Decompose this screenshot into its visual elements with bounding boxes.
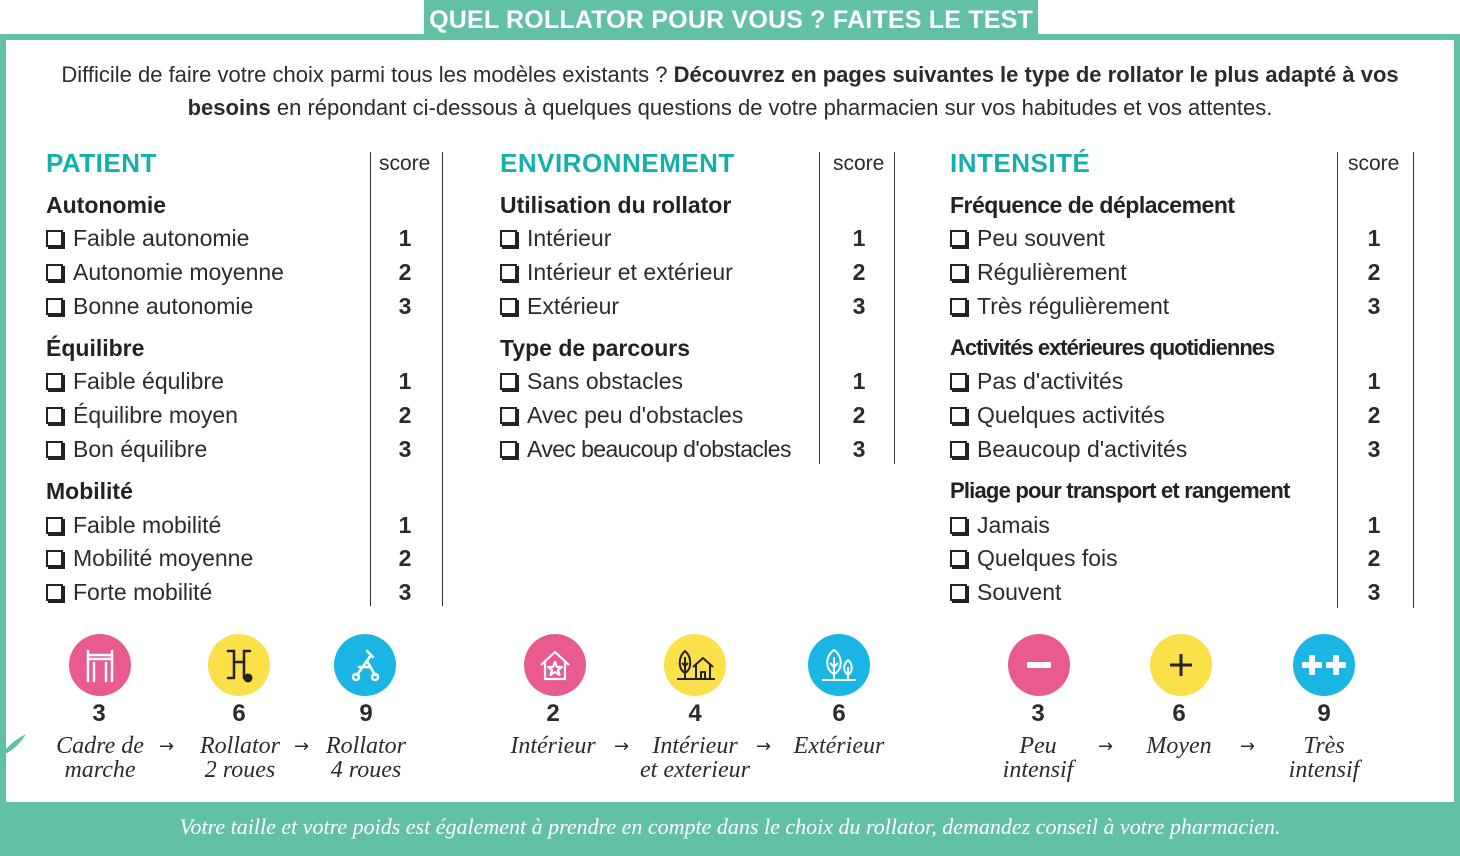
option-item[interactable]: Sans obstacles [500,368,683,395]
plus-icon [1150,634,1212,696]
option-score: 1 [852,225,866,251]
divider [442,152,443,606]
result-label: Rollator 2 roues [199,733,280,783]
checkbox-icon[interactable] [46,264,63,281]
arrow-icon: → [294,736,310,757]
result-score: 6 [832,700,846,727]
result-score: 2 [546,700,560,727]
checkbox-icon[interactable] [950,407,967,424]
option-item[interactable]: Avec beaucoup d'obstacles [500,436,791,463]
checkbox-icon[interactable] [46,407,63,424]
option-item[interactable]: Forte mobilité [46,579,212,606]
checkbox-icon[interactable] [46,230,63,247]
group-title: Type de parcours [500,335,691,361]
group-title: Fréquence de déplacement [950,192,1235,218]
result-score: 6 [1172,700,1186,727]
option-score: 3 [398,579,412,605]
result-label: Très intensif [1288,733,1360,783]
checkbox-icon[interactable] [950,230,967,247]
checkbox-icon[interactable] [500,407,517,424]
leaf-decoration-icon [0,734,26,756]
group-title: Pliage pour transport et rangement [950,478,1290,503]
patient-column [46,148,446,608]
double-plus-icon [1293,634,1355,696]
four-wheel-rollator-icon [334,634,396,696]
result-label: Intérieur et exterieur [640,733,750,783]
group-title: Équilibre [46,335,145,361]
result-label: Intérieur [510,733,596,759]
intro-text [60,58,1400,124]
arrow-icon: → [1240,736,1256,757]
option-score: 1 [1367,368,1381,394]
option-score: 3 [398,436,412,462]
score-header: score [833,152,885,175]
option-item[interactable]: Régulièrement [950,259,1127,286]
option-score: 2 [398,402,412,428]
option-score: 2 [398,259,412,285]
checkbox-icon[interactable] [46,550,63,567]
checkbox-icon[interactable] [500,373,517,390]
checkbox-icon[interactable] [950,264,967,281]
score-header: score [1348,152,1400,175]
option-item[interactable]: Pas d'activités [950,368,1123,395]
option-item[interactable]: Quelques activités [950,402,1165,429]
divider [1413,152,1414,608]
option-score: 1 [1367,512,1381,538]
option-item[interactable]: Intérieur [500,225,611,252]
option-item[interactable]: Extérieur [500,293,619,320]
option-item[interactable]: Beaucoup d'activités [950,436,1187,463]
option-item[interactable]: Autonomie moyenne [46,259,284,286]
option-item[interactable]: Avec peu d'obstacles [500,402,743,429]
result-score: 9 [1317,700,1331,727]
result-label: Rollator 4 roues [325,733,406,783]
option-score: 1 [1367,225,1381,251]
checkbox-icon[interactable] [950,441,967,458]
option-item[interactable]: Faible équlibre [46,368,224,395]
option-item[interactable]: Bon équilibre [46,436,207,463]
option-score: 1 [852,368,866,394]
option-score: 3 [852,293,866,319]
result-label: Moyen [1146,733,1212,759]
group-title: Mobilité [46,478,133,504]
option-item[interactable]: Peu souvent [950,225,1105,252]
trees-icon [808,634,870,696]
option-score: 1 [398,368,412,394]
option-item[interactable]: Quelques fois [950,545,1118,572]
divider [819,152,820,464]
result-score: 4 [688,700,702,727]
checkbox-icon[interactable] [46,584,63,601]
checkbox-icon[interactable] [950,550,967,567]
option-item[interactable]: Souvent [950,579,1061,606]
result-score: 9 [359,700,373,727]
banner-title: QUEL ROLLATOR POUR VOUS ? FAITES LE TEST [424,0,1038,40]
checkbox-icon[interactable] [950,298,967,315]
option-item[interactable]: Mobilité moyenne [46,545,253,572]
option-score: 3 [1367,293,1381,319]
option-score: 3 [1367,579,1381,605]
column-title-intensite: INTENSITÉ [950,148,1091,178]
checkbox-icon[interactable] [950,373,967,390]
option-score: 2 [852,402,866,428]
option-item[interactable]: Intérieur et extérieur [500,259,733,286]
option-item[interactable]: Faible mobilité [46,512,221,539]
column-title-environnement: ENVIRONNEMENT [500,148,735,178]
option-score: 3 [852,436,866,462]
footer-note: Votre taille et votre poids est également à prendre en compte dans le choix du rollator, demandez conseil à votre pharmacien. [179,814,1281,839]
result-label: Peu intensif [1002,733,1074,783]
house-tree-icon [664,634,726,696]
result-score: 3 [92,700,106,727]
checkbox-icon[interactable] [46,298,63,315]
option-score: 1 [398,512,412,538]
intro-part1: Difficile de faire votre choix parmi tous les modèles existants ? [61,62,674,87]
arrow-icon: → [1098,736,1114,757]
column-title-patient: PATIENT [46,148,157,178]
divider [1337,152,1338,608]
option-item[interactable]: Très régulièrement [950,293,1169,320]
option-score: 2 [852,259,866,285]
group-title: Utilisation du rollator [500,192,732,218]
option-score: 2 [1367,259,1381,285]
option-score: 2 [398,545,412,571]
option-score: 3 [398,293,412,319]
checkbox-icon[interactable] [950,517,967,534]
option-score: 2 [1367,545,1381,571]
house-icon [524,634,586,696]
result-score: 3 [1031,700,1045,727]
option-item[interactable]: Jamais [950,512,1050,539]
option-item[interactable]: Équilibre moyen [46,402,238,429]
two-wheel-rollator-icon [208,634,270,696]
checkbox-icon[interactable] [46,373,63,390]
checkbox-icon[interactable] [500,441,517,458]
option-item[interactable]: Faible autonomie [46,225,249,252]
option-item[interactable]: Bonne autonomie [46,293,253,320]
walker-frame-icon [69,634,131,696]
checkbox-icon[interactable] [500,264,517,281]
arrow-icon: → [159,736,175,757]
divider [894,152,895,464]
score-header: score [379,152,431,175]
group-title: Autonomie [46,192,167,218]
intro-bold: Découvrez en pages suivantes le type de rollator le plus adapté à vos besoins [187,62,1399,120]
option-score: 2 [1367,402,1381,428]
result-label: Cadre de marche [56,733,144,783]
checkbox-icon[interactable] [950,584,967,601]
divider [370,152,371,606]
option-score: 1 [398,225,412,251]
checkbox-icon[interactable] [46,441,63,458]
checkbox-icon[interactable] [500,230,517,247]
environnement-column [500,148,900,468]
minus-icon [1008,634,1070,696]
result-score: 6 [232,700,246,727]
result-label: Extérieur [793,733,885,759]
checkbox-icon[interactable] [46,517,63,534]
group-title: Activités extérieures quotidiennes [950,335,1275,360]
arrow-icon: → [756,736,772,757]
option-score: 3 [1367,436,1381,462]
checkbox-icon[interactable] [500,298,517,315]
intro-part2: en répondant ci-dessous à quelques questions de votre pharmacien sur vos habitudes et vos attentes. [270,95,1273,120]
intensite-column [950,148,1420,608]
arrow-icon: → [614,736,630,757]
